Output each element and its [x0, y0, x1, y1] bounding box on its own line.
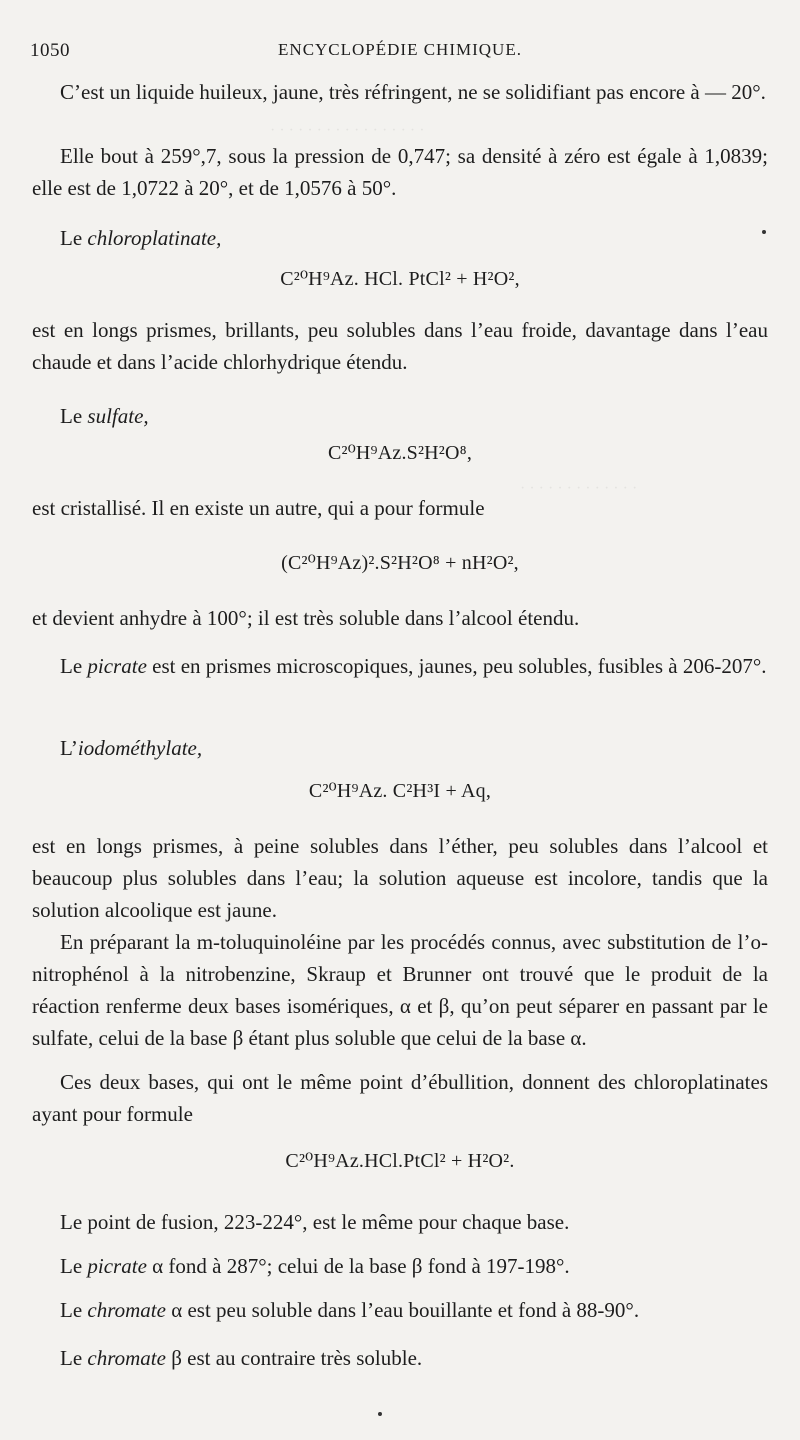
ink-speck [762, 230, 766, 234]
paragraph-text: est en longs prismes, à peine solubles dans l’éther, peu solubles dans l’alcool et beaucoup plus solubles dans l’eau; la solution aqueuse est incolore, tandis que la solution alcoolique est jaune. [32, 834, 768, 922]
paragraph [32, 926, 768, 1054]
paragraph [32, 140, 768, 204]
paragraph-text: Le chromate β est au contraire très soluble. [60, 1346, 423, 1370]
chemical-formula: C²⁰H⁹Az. C²H³I + Aq, [308, 780, 492, 802]
chemical-formula: C²⁰H⁹Az.HCl.PtCl² + H²O². [285, 1150, 515, 1172]
paragraph [32, 1294, 768, 1326]
paragraph [32, 602, 768, 634]
intro-term: sulfate, [87, 404, 149, 428]
paragraph-text: Le chromate α est peu soluble dans l’eau bouillante et fond à 88-90°. [60, 1298, 640, 1322]
paragraph-text: Le picrate est en prismes microscopiques, jaunes, peu solubles, fusibles à 206-207°. [60, 654, 767, 678]
running-title: ENCYCLOPÉDIE CHIMIQUE. [278, 40, 522, 59]
page-header [30, 40, 770, 70]
section-intro [60, 736, 202, 761]
section-intro [60, 404, 149, 429]
paragraph [32, 492, 768, 524]
chemical-formula: C²⁰H⁹Az. HCl. PtCl² + H²O², [280, 268, 520, 290]
paragraph [32, 650, 768, 682]
page-number: 1050 [30, 40, 70, 61]
paragraph [32, 314, 768, 378]
paragraph-text: Le point de fusion, 223-224°, est le même pour chaque base. [60, 1210, 570, 1234]
paragraph [32, 830, 768, 926]
paragraph [32, 1066, 768, 1130]
intro-article: L’ [60, 736, 78, 760]
intro-article: Le [60, 226, 83, 250]
show-through-text: · · · · · · · · · · · · · [520, 480, 638, 497]
section-intro [60, 226, 221, 251]
intro-article: Le [60, 404, 83, 428]
paragraph-text: Le picrate α fond à 287°; celui de la base β fond à 197-198°. [60, 1254, 570, 1278]
paragraph [32, 1342, 768, 1374]
paragraph-text: C’est un liquide huileux, jaune, très réfringent, ne se solidifiant pas encore à — 20°. [60, 80, 766, 104]
paragraph-text: est cristallisé. Il en existe un autre, qui a pour formule [32, 496, 485, 520]
chemical-formula: C²⁰H⁹Az.S²H²O⁸, [327, 442, 473, 464]
chemical-formula: (C²⁰H⁹Az)².S²H²O⁸ + nH²O², [281, 552, 519, 574]
show-through-text: · · · · · · · · · · · · · · · · · [270, 122, 425, 139]
paragraph-text: En préparant la m-toluquinoléine par les procédés connus, avec substitution de l’o-nitrophénol à la nitrobenzine, Skraup et Brunner ont trouvé que le produit de la réaction renferme deux bases isomériques, α et β, qu’on peut séparer en passant par le sulfate, celui de la base β étant plus soluble que celui de la base α. [32, 930, 768, 1050]
paragraph [32, 1206, 768, 1238]
paragraph [32, 76, 768, 108]
paragraph-text: Ces deux bases, qui ont le même point d’ébullition, donnent des chloroplatinates ayant pour formule [32, 1070, 768, 1126]
ink-speck [378, 1412, 382, 1416]
intro-term: iodométhylate, [77, 736, 203, 760]
paragraph [32, 1250, 768, 1282]
intro-term: chloroplatinate, [87, 226, 222, 250]
paragraph-text: est en longs prismes, brillants, peu solubles dans l’eau froide, davantage dans l’eau chaude et dans l’acide chlorhydrique étendu. [32, 318, 768, 374]
paragraph-text: et devient anhydre à 100°; il est très soluble dans l’alcool étendu. [32, 606, 580, 630]
paragraph-text: Elle bout à 259°,7, sous la pression de 0,747; sa densité à zéro est égale à 1,0839; elle est de 1,0722 à 20°, et de 1,0576 à 50°. [32, 144, 768, 200]
